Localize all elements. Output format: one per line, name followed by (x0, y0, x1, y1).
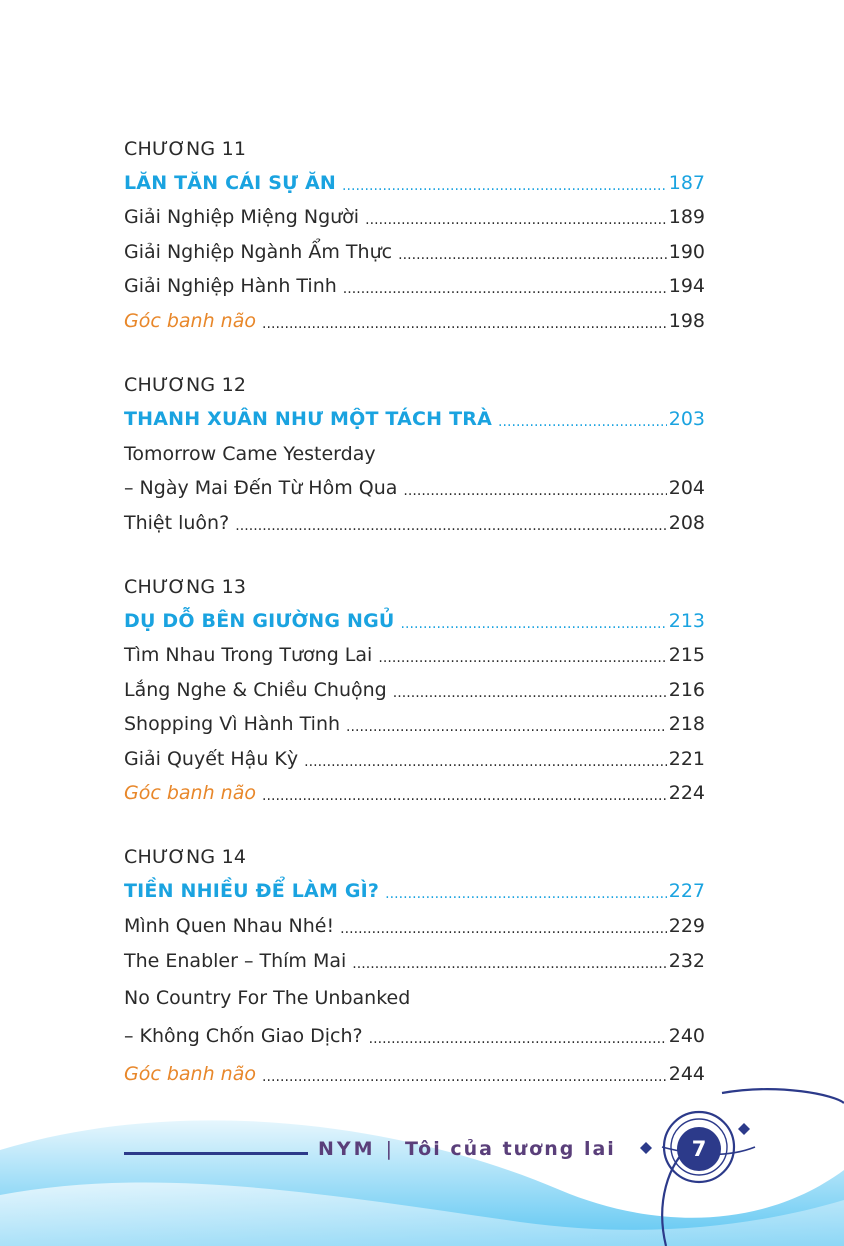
dot-leader (401, 610, 667, 634)
dot-leader (343, 275, 667, 299)
chapter-title: THANH XUÂN NHƯ MỘT TÁCH TRÀ (124, 408, 492, 430)
toc-entry[interactable] (124, 914, 705, 938)
entry-title-line[interactable]: Tomorrow Came Yesterday (124, 443, 376, 465)
entry-title: Góc banh não (124, 310, 256, 332)
entry-title: Giải Quyết Hậu Kỳ (124, 748, 299, 770)
chapter-label: CHƯƠNG 11 (124, 138, 247, 160)
entry-title: – Không Chốn Giao Dịch? (124, 1025, 363, 1047)
page-number: 190 (668, 241, 705, 263)
page-number: 213 (668, 610, 705, 632)
page-number: 189 (668, 206, 705, 228)
entry-title: Tìm Nhau Trong Tương Lai (124, 644, 373, 666)
page-number: 218 (668, 713, 705, 735)
entry-title: Thiệt luôn? (124, 512, 230, 534)
diamond-icon (738, 1123, 750, 1135)
orbit-decoration-icon (600, 1085, 844, 1246)
dot-leader (498, 408, 667, 432)
dot-leader (365, 206, 667, 230)
entry-title: Góc banh não (124, 782, 256, 804)
corner-entry[interactable] (124, 309, 705, 333)
dot-leader (352, 950, 666, 974)
dot-leader (304, 748, 667, 772)
footer-rule (124, 1152, 308, 1155)
toc-entry[interactable] (124, 1024, 705, 1048)
entry-title: Giải Nghiệp Hành Tinh (124, 275, 337, 297)
footer-brand: NYM (318, 1138, 376, 1160)
page-number: 229 (668, 915, 705, 937)
chapter-title-entry[interactable] (124, 171, 705, 195)
page-number: 221 (668, 748, 705, 770)
toc-entry[interactable] (124, 747, 705, 771)
toc-entry[interactable] (124, 476, 705, 500)
page-number: 244 (668, 1063, 705, 1085)
dot-leader (235, 512, 667, 536)
page-number: 232 (668, 950, 705, 972)
dot-leader (262, 310, 667, 334)
toc-entry[interactable] (124, 240, 705, 264)
chapter-label: CHƯƠNG 13 (124, 576, 247, 598)
toc-entry[interactable] (124, 949, 705, 973)
chapter-title-entry[interactable] (124, 407, 705, 431)
page-number: 194 (668, 275, 705, 297)
page-number: 198 (668, 310, 705, 332)
dot-leader (262, 782, 667, 806)
entry-title: Shopping Vì Hành Tinh (124, 713, 341, 735)
corner-entry[interactable] (124, 1062, 705, 1086)
dot-leader (340, 915, 667, 939)
dot-leader (385, 880, 667, 904)
entry-title: The Enabler – Thím Mai (124, 950, 347, 972)
chapter-title-entry[interactable] (124, 609, 705, 633)
entry-title: Mình Quen Nhau Nhé! (124, 915, 335, 937)
page-number: 203 (668, 408, 705, 430)
footer-separator: | (385, 1138, 395, 1160)
chapter-title: LĂN TĂN CÁI SỰ ĂN (124, 172, 337, 194)
entry-title: Giải Nghiệp Miệng Người (124, 206, 360, 228)
page-number: 216 (668, 679, 705, 701)
entry-title: – Ngày Mai Đến Từ Hôm Qua (124, 477, 398, 499)
corner-entry[interactable] (124, 781, 705, 805)
chapter-title: DỤ DỖ BÊN GIƯỜNG NGỦ (124, 610, 395, 632)
page-number: 240 (668, 1025, 705, 1047)
footer-running-title (318, 1138, 616, 1160)
chapter-label: CHƯƠNG 14 (124, 846, 247, 868)
entry-title: Lắng Nghe & Chiều Chuộng (124, 679, 387, 701)
toc-entry[interactable] (124, 712, 705, 736)
toc-entry[interactable] (124, 511, 705, 535)
toc-entry[interactable] (124, 205, 705, 229)
entry-title-line[interactable]: No Country For The Unbanked (124, 987, 411, 1009)
entry-title: Góc banh não (124, 1063, 256, 1085)
toc-entry[interactable] (124, 678, 705, 702)
footer-subtitle: Tôi của tương lai (404, 1138, 616, 1160)
dot-leader (393, 679, 667, 703)
dot-leader (369, 1025, 667, 1049)
page-number-badge: 7 (677, 1127, 721, 1171)
page-number: 215 (668, 644, 705, 666)
toc-entry[interactable] (124, 643, 705, 667)
page-number: 204 (668, 477, 705, 499)
chapter-title-entry[interactable] (124, 879, 705, 903)
page-number: 224 (668, 782, 705, 804)
dot-leader (346, 713, 667, 737)
dot-leader (398, 241, 667, 265)
entry-title: Giải Nghiệp Ngành Ẩm Thực (124, 241, 393, 263)
dot-leader (403, 477, 666, 501)
chapter-label: CHƯƠNG 12 (124, 374, 247, 396)
page-number: 208 (668, 512, 705, 534)
toc-entry[interactable] (124, 274, 705, 298)
diamond-icon (640, 1142, 652, 1154)
dot-leader (378, 644, 666, 668)
page-number: 187 (668, 172, 705, 194)
dot-leader (262, 1063, 667, 1087)
chapter-title: TIỀN NHIỀU ĐỂ LÀM GÌ? (124, 880, 380, 902)
dot-leader (342, 172, 667, 196)
page-number: 227 (668, 880, 705, 902)
